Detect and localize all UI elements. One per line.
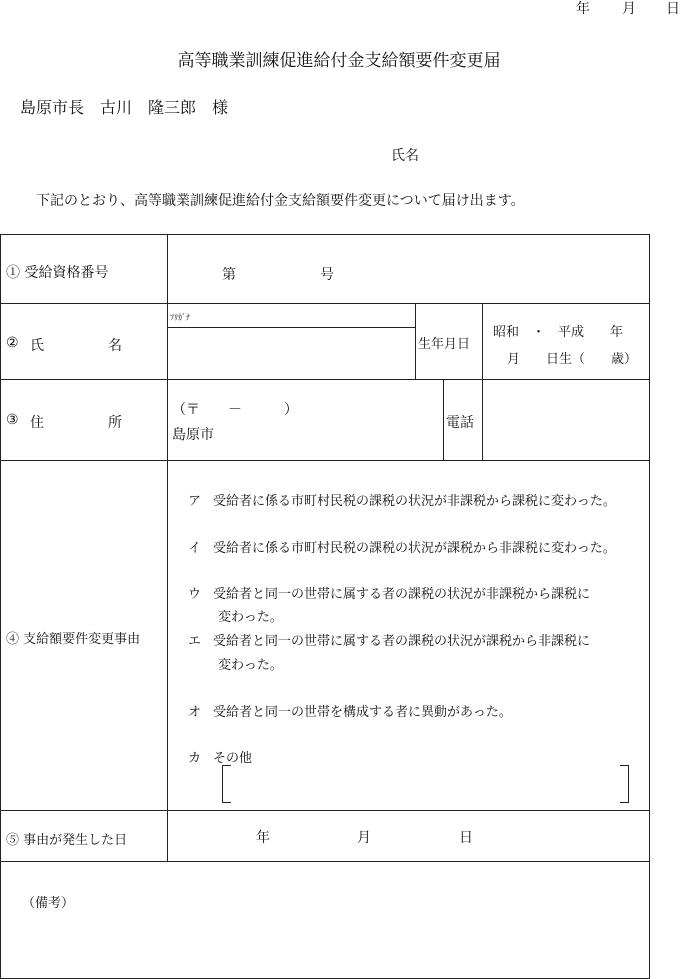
date-year-label: 年 [576,1,590,17]
birthdate-era-line: 昭和 ・ 平成 年 [493,325,624,340]
signer-name-label: 氏名 [391,148,419,164]
name-row-number: ② [6,335,19,351]
reason-option-key: ウ [188,587,202,602]
intro-text: 下記のとおり、高等職業訓練促進給付金支給額要件変更について届け出ます。 [36,193,525,209]
recipient-number-go: 号 [320,267,334,283]
document-title: 高等職業訓練促進給付金支給額要件変更届 [177,51,501,71]
other-reason-field[interactable] [234,767,616,801]
recipient-number-dai: 第 [222,267,236,283]
recipient-number-label: ① 受給資格番号 [6,265,109,281]
date-month-label: 月 [622,1,636,17]
reason-option-key: エ [188,634,202,649]
furigana-label: ﾌﾘｶﾞﾅ [170,313,190,322]
reason-option-key: イ [188,541,202,556]
reason-option-text: 受給者と同一の世帯に属する者の課税の状況が課税から非課税に [213,634,591,649]
city-label: 島原市 [172,427,214,443]
occurrence-month-label: 月 [357,830,371,846]
remarks-field[interactable] [3,915,647,975]
birthdate-label: 生年月日 [418,337,471,352]
other-right-bracket [620,765,629,803]
reason-option-continuation: 変わった。 [218,658,283,673]
other-left-bracket [222,765,231,803]
reason-option-text: 受給者に係る市町村民税の課税の状況が課税から非課税に変わった。 [213,541,616,556]
reason-option-text: 受給者と同一の世帯に属する者の課税の状況が非課税から課税に [213,587,591,602]
occurrence-date-field[interactable] [170,812,646,859]
birthdate-age-line: 月 日生（ 歳） [507,352,638,367]
postal-code-label: （〒 － ） [172,402,298,418]
name-field[interactable] [170,329,413,377]
occurrence-date-label: ⑤ 事由が発生した日 [6,833,128,848]
address-label-a: 住 [30,415,44,431]
reason-option-text: 受給者と同一の世帯を構成する者に異動があった。 [213,705,512,720]
reason-option-key: カ [188,751,202,766]
name-label-a: 氏 [30,338,44,354]
addressee: 島原市長 古川 隆三郎 様 [20,98,229,117]
reason-option-text: 受給者に係る市町村民税の課税の状況が非課税から課税に変わった。 [213,494,616,509]
reason-option-continuation: 変わった。 [218,610,283,625]
remarks-label: （備考） [22,896,75,911]
change-reason-label: ④ 支給額要件変更事由 [6,632,141,647]
phone-field[interactable] [485,381,646,458]
occurrence-year-label: 年 [256,830,270,846]
reason-option-key: ア [188,494,202,509]
furigana-field[interactable] [170,305,413,326]
reason-option-key: オ [188,705,202,720]
reason-option-text: その他 [213,751,253,766]
address-row-number: ③ [6,412,19,428]
phone-label: 電話 [446,415,474,431]
recipient-number-field[interactable] [170,236,646,300]
occurrence-day-label: 日 [459,830,473,846]
address-label-b: 所 [108,415,122,431]
date-day-label: 日 [666,1,680,17]
name-label-b: 名 [108,338,122,354]
address-field[interactable] [170,381,440,458]
